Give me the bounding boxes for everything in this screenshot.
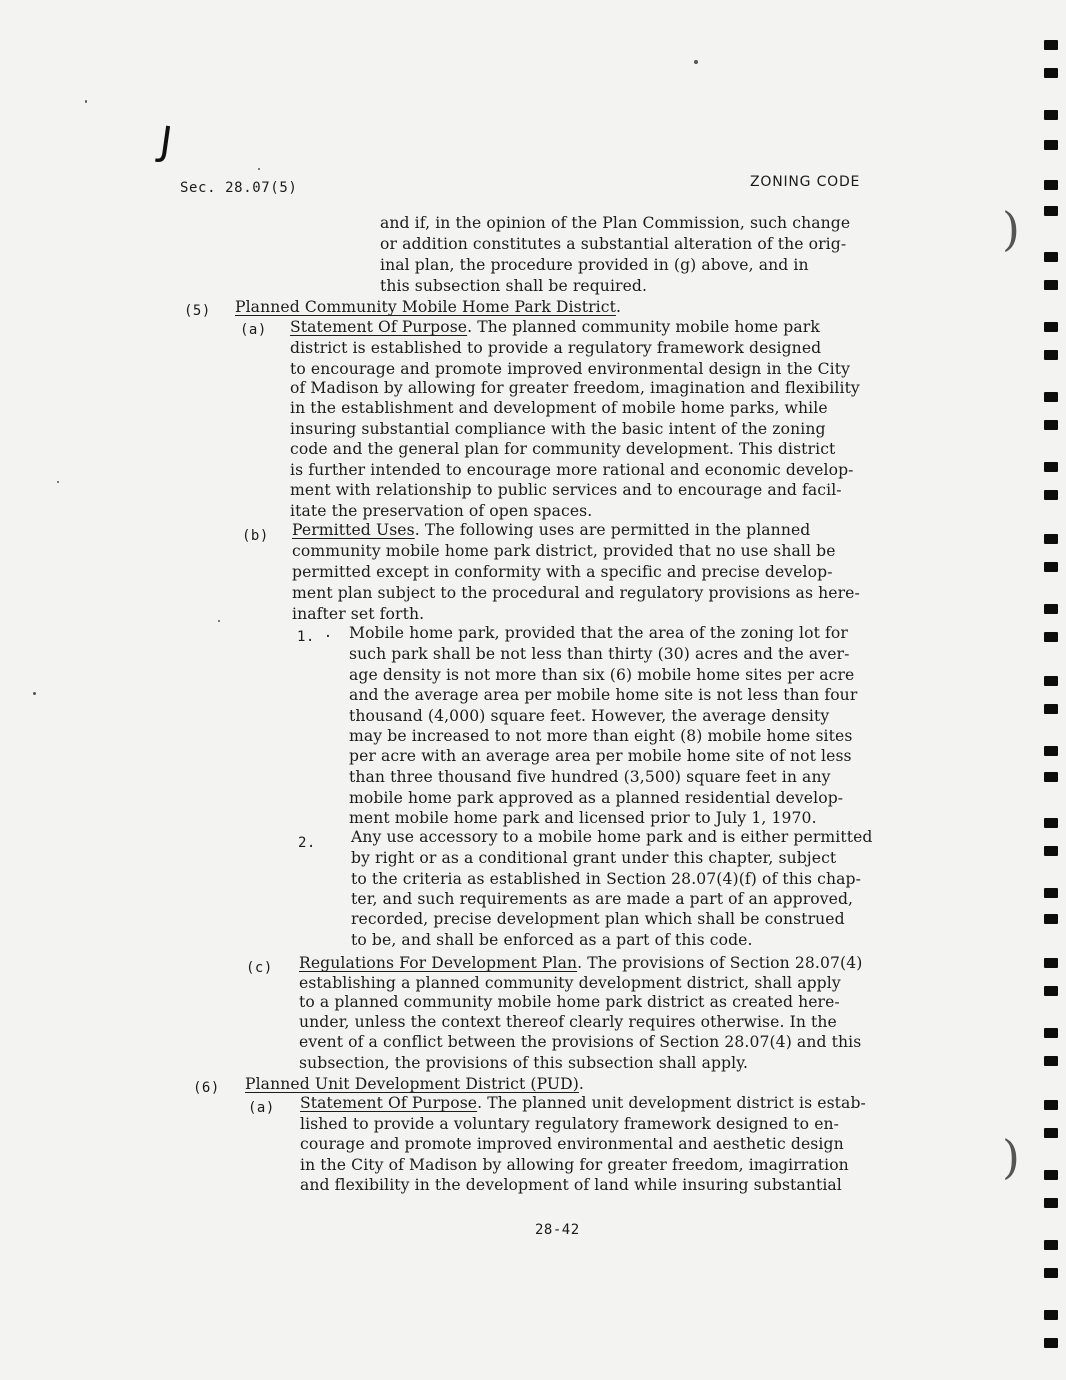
paragraph-label: (c) [246, 960, 273, 976]
text-line: ter, and such requirements as are made a part of an approved, [351, 890, 854, 908]
paragraph-label: (a) [240, 322, 267, 338]
margin-bracket-mark: ) [1002, 202, 1020, 256]
text-line: inafter set forth. [292, 605, 425, 623]
binder-hole [1044, 818, 1058, 828]
binder-hole [1044, 1268, 1058, 1278]
scan-speck [33, 692, 36, 695]
binder-hole [1044, 420, 1058, 430]
subsection-heading-text: Planned Unit Development District (PUD) [245, 1075, 579, 1093]
text-line: of Madison by allowing for greater freedom, imagination and flexibility [290, 379, 860, 397]
scan-speck [218, 620, 220, 622]
binder-hole [1044, 746, 1058, 756]
binder-hole [1044, 1198, 1058, 1208]
paragraph-first-line [299, 953, 862, 973]
binder-hole [1044, 888, 1058, 898]
list-item-number: 1. · [297, 629, 333, 645]
binder-hole [1044, 1338, 1058, 1348]
text-line: by right or as a conditional grant under this chapter, subject [351, 849, 837, 867]
binder-hole [1044, 280, 1058, 290]
text-line: mobile home park approved as a planned residential develop- [349, 789, 844, 807]
binder-hole [1044, 110, 1058, 120]
binder-hole [1044, 462, 1058, 472]
subsection-number: (5) [184, 303, 211, 319]
binder-hole [1044, 986, 1058, 996]
binder-hole [1044, 68, 1058, 78]
binder-hole [1044, 676, 1058, 686]
binder-hole [1044, 490, 1058, 500]
list-item-number: 2. [298, 835, 316, 851]
text-line: ment plan subject to the procedural and regulatory provisions as here- [292, 584, 860, 602]
heading-period: . [578, 1075, 584, 1093]
paragraph-first-line-text: . The provisions of Section 28.07(4) [577, 954, 863, 972]
paragraph-heading: Regulations For Development Plan [299, 954, 578, 972]
text-line: ment mobile home park and licensed prior to July 1, 1970. [349, 809, 817, 827]
binder-hole [1044, 772, 1058, 782]
scan-speck [258, 168, 260, 170]
binder-hole [1044, 534, 1058, 544]
heading-period: . [615, 298, 621, 316]
binder-hole [1044, 704, 1058, 714]
text-line: subsection, the provisions of this subsection shall apply. [299, 1054, 749, 1072]
binder-hole [1044, 1170, 1058, 1180]
subsection-heading [235, 297, 621, 317]
binder-hole [1044, 1310, 1058, 1320]
binder-hole [1044, 846, 1058, 856]
binder-hole [1044, 392, 1058, 402]
paragraph-label: (a) [248, 1100, 275, 1116]
handwritten-mark: J [156, 118, 175, 166]
text-line: in the establishment and development of mobile home parks, while [290, 399, 828, 417]
text-line: and if, in the opinion of the Plan Commission, such change [380, 214, 851, 232]
paragraph-first-line [292, 520, 810, 540]
text-line: inal plan, the procedure provided in (g) above, and in [380, 256, 809, 274]
binder-hole [1044, 562, 1058, 572]
text-line: under, unless the context thereof clearly requires otherwise. In the [299, 1013, 837, 1031]
paragraph-heading: Statement Of Purpose [300, 1094, 478, 1112]
binder-hole [1044, 350, 1058, 360]
binder-hole [1044, 914, 1058, 924]
text-line: itate the preservation of open spaces. [290, 502, 593, 520]
text-line: Any use accessory to a mobile home park and is either permitted [351, 828, 873, 846]
binder-hole [1044, 632, 1058, 642]
text-line: insuring substantial compliance with the basic intent of the zoning [290, 420, 826, 438]
subsection-heading [245, 1074, 584, 1094]
text-line: or addition constitutes a substantial alteration of the orig- [380, 235, 847, 253]
paragraph-first-line-text: . The planned community mobile home park [467, 318, 820, 336]
scan-speck [85, 100, 87, 103]
page-number: 28-42 [535, 1222, 580, 1238]
subsection-number: (6) [193, 1080, 220, 1096]
text-line: establishing a planned community development district, shall apply [299, 974, 841, 992]
page-header-title: ZONING CODE [750, 174, 861, 190]
text-line: to a planned community mobile home park district as created here- [299, 993, 840, 1011]
binder-hole [1044, 958, 1058, 968]
paragraph-heading: Statement Of Purpose [290, 318, 468, 336]
paragraph-first-line-text: . The following uses are permitted in the planned [414, 521, 811, 539]
paragraph-first-line [290, 317, 820, 337]
text-line: thousand (4,000) square feet. However, the average density [349, 707, 830, 725]
binder-hole [1044, 1128, 1058, 1138]
binder-hole [1044, 140, 1058, 150]
text-line: such park shall be not less than thirty (30) acres and the aver- [349, 645, 850, 663]
scan-speck [57, 481, 59, 483]
text-line: per acre with an average area per mobile home site of not less [349, 747, 852, 765]
binder-hole [1044, 604, 1058, 614]
paragraph-label: (b) [242, 528, 269, 544]
binder-hole [1044, 1028, 1058, 1038]
text-line: and the average area per mobile home site is not less than four [349, 686, 858, 704]
text-line: in the City of Madison by allowing for greater freedom, imagirration [300, 1156, 849, 1174]
text-line: courage and promote improved environmental and aesthetic design [300, 1135, 844, 1153]
text-line: code and the general plan for community development. This district [290, 440, 836, 458]
binder-hole [1044, 1240, 1058, 1250]
text-line: to the criteria as established in Section 28.07(4)(f) of this chap- [351, 870, 861, 888]
binder-hole [1044, 322, 1058, 332]
paragraph-heading: Permitted Uses [292, 521, 415, 539]
text-line: permitted except in conformity with a specific and precise develop- [292, 563, 833, 581]
text-line: and flexibility in the development of land while insuring substantial [300, 1176, 842, 1194]
margin-bracket-mark: ) [1002, 1130, 1020, 1184]
subsection-heading-text: Planned Community Mobile Home Park District [235, 298, 616, 316]
binder-hole [1044, 40, 1058, 50]
section-reference: Sec. 28.07(5) [180, 180, 298, 196]
binder-hole [1044, 1056, 1058, 1066]
text-line: event of a conflict between the provisions of Section 28.07(4) and this [299, 1033, 862, 1051]
text-line: than three thousand five hundred (3,500) square feet in any [349, 768, 831, 786]
text-line: community mobile home park district, provided that no use shall be [292, 542, 836, 560]
paragraph-first-line-text: . The planned unit development district is estab- [477, 1094, 866, 1112]
paragraph-first-line [300, 1093, 866, 1113]
text-line: to be, and shall be enforced as a part of this code. [351, 931, 753, 949]
text-line: is further intended to encourage more rational and economic develop- [290, 461, 854, 479]
text-line: Mobile home park, provided that the area of the zoning lot for [349, 624, 848, 642]
binder-hole [1044, 252, 1058, 262]
text-line: district is established to provide a regulatory framework designed [290, 339, 822, 357]
text-line: this subsection shall be required. [380, 277, 648, 295]
text-line: age density is not more than six (6) mobile home sites per acre [349, 666, 855, 684]
text-line: lished to provide a voluntary regulatory framework designed to en- [300, 1115, 840, 1133]
scan-speck [694, 60, 698, 64]
binder-hole [1044, 180, 1058, 190]
text-line: ment with relationship to public services and to encourage and facil- [290, 481, 842, 499]
binder-hole [1044, 206, 1058, 216]
binder-hole [1044, 1100, 1058, 1110]
text-line: recorded, precise development plan which shall be construed [351, 910, 845, 928]
text-line: to encourage and promote improved environmental design in the City [290, 360, 851, 378]
text-line: may be increased to not more than eight (8) mobile home sites [349, 727, 853, 745]
